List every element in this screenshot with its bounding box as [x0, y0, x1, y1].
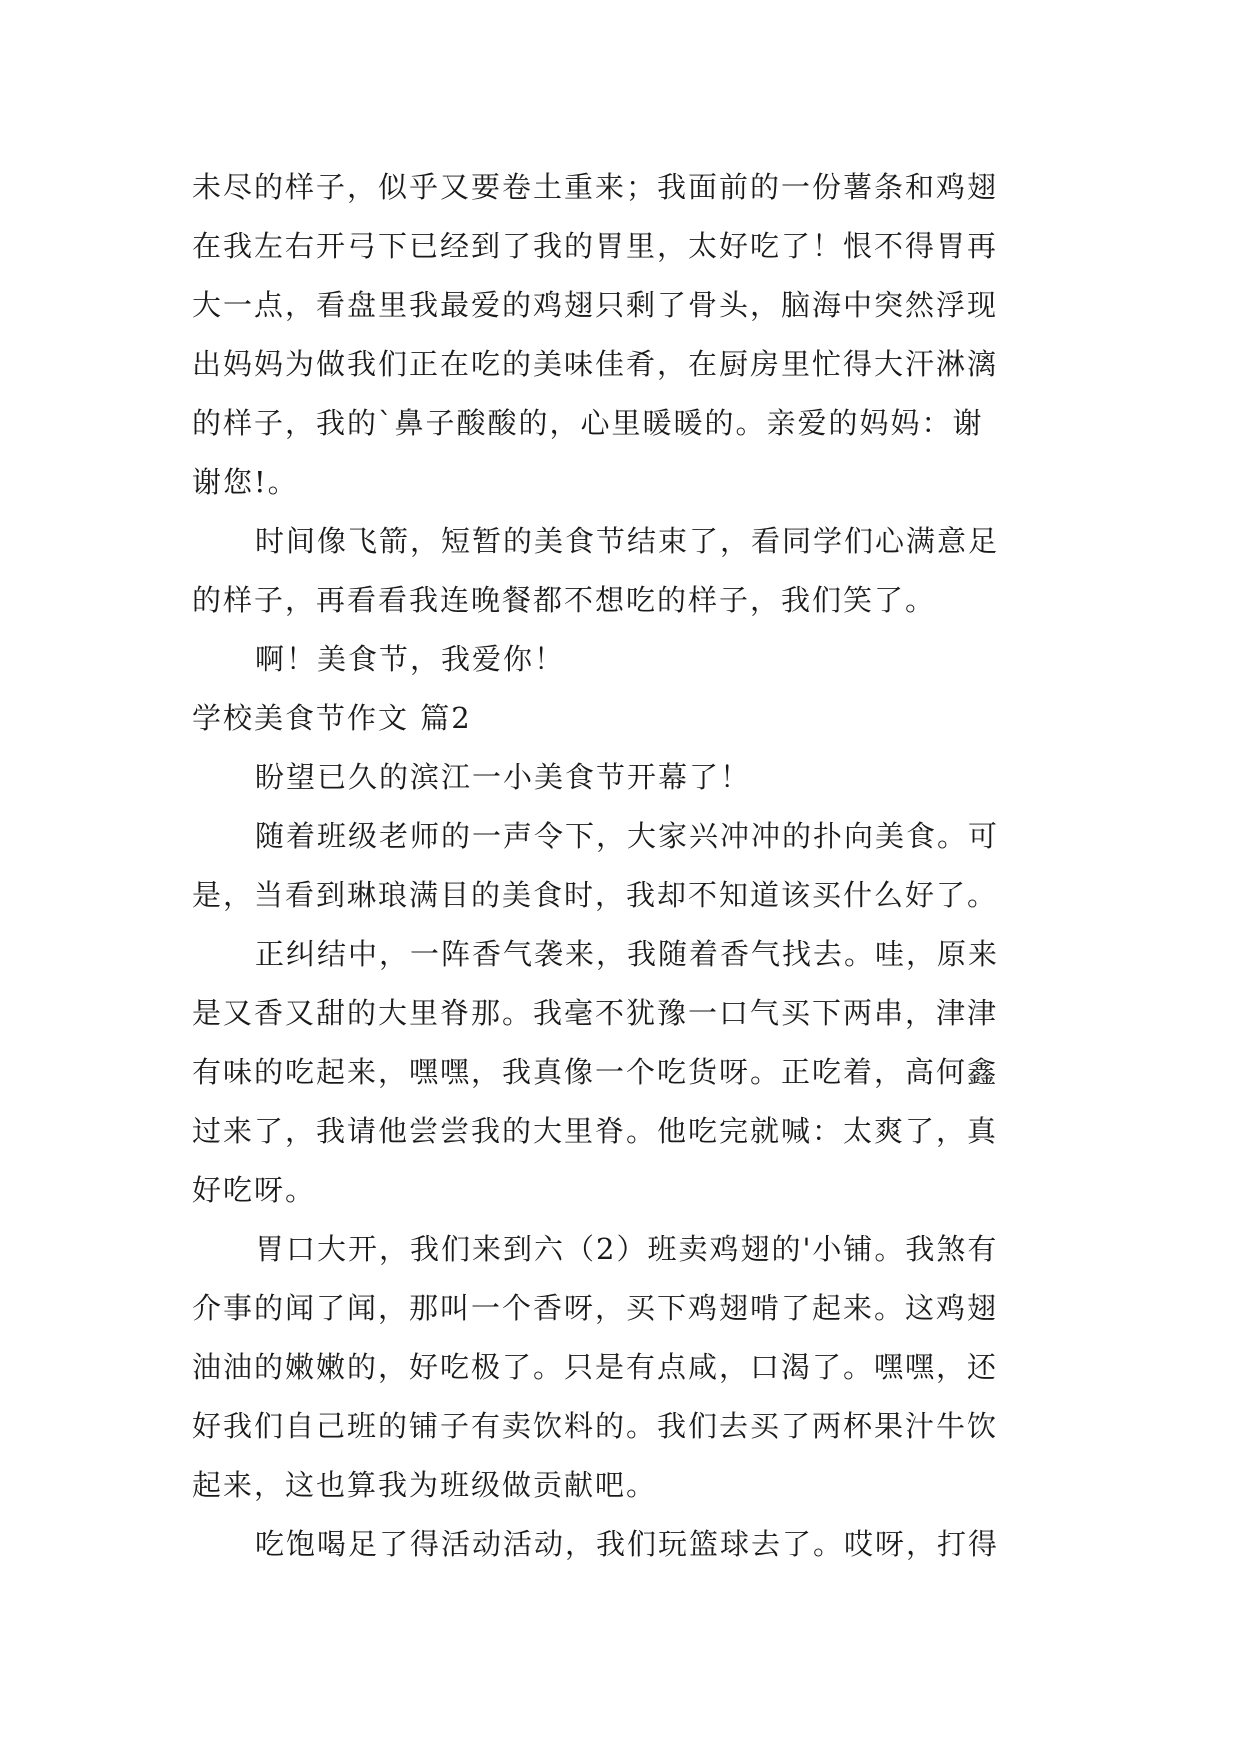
text-line: 是，当看到琳琅满目的美食时，我却不知道该买什么好了。 [192, 878, 999, 912]
text-line: 的样子，我的`鼻子酸酸的，心里暖暖的。亲爱的妈妈：谢 [192, 406, 984, 440]
text-line: 时间像飞箭，短暂的美食节结束了，看同学们心满意足 [255, 524, 1000, 558]
text-line: 有味的吃起来，嘿嘿，我真像一个吃货呀。正吃着，高何鑫 [192, 1055, 999, 1089]
paragraph [192, 807, 1072, 925]
document-page [192, 158, 1072, 1574]
paragraph [192, 748, 1072, 807]
text-line: 吃饱喝足了得活动活动，我们玩篮球去了。哎呀，打得 [255, 1527, 1000, 1561]
text-line: 是又香又甜的大里脊那。我毫不犹豫一口气买下两串，津津 [192, 996, 999, 1030]
text-line: 好我们自己班的铺子有卖饮料的。我们去买了两杯果汁牛饮 [192, 1409, 999, 1443]
paragraph [192, 925, 1072, 1220]
text-line: 盼望已久的滨江一小美食节开幕了！ [255, 760, 752, 794]
text-line: 过来了，我请他尝尝我的大里脊。他吃完就喊：太爽了，真 [192, 1114, 999, 1148]
text-line: 出妈妈为做我们正在吃的美味佳肴，在厨房里忙得大汗淋漓 [192, 347, 999, 381]
text-line: 正纠结中，一阵香气袭来，我随着香气找去。哇，原来 [255, 937, 1000, 971]
text-line: 油油的嫩嫩的，好吃极了。只是有点咸，口渴了。嘿嘿，还 [192, 1350, 999, 1384]
section-heading: 学校美食节作文 篇2 [192, 701, 472, 735]
text-line: 胃口大开，我们来到六（2）班卖鸡翅的'小铺。我煞有 [255, 1232, 999, 1266]
text-line: 谢您!。 [192, 465, 299, 499]
text-line: 随着班级老师的一声令下，大家兴冲冲的扑向美食。可 [255, 819, 1000, 853]
paragraph [192, 512, 1072, 630]
text-line: 啊！美食节，我爱你！ [255, 642, 566, 676]
paragraph [192, 1515, 1072, 1574]
paragraph [192, 1220, 1072, 1515]
text-line: 大一点，看盘里我最爱的鸡翅只剩了骨头，脑海中突然浮现 [192, 288, 999, 322]
text-line: 起来，这也算我为班级做贡献吧。 [192, 1468, 658, 1502]
text-line: 未尽的样子，似乎又要卷土重来；我面前的一份薯条和鸡翅 [192, 170, 999, 204]
paragraph [192, 630, 1072, 689]
text-line: 好吃呀。 [192, 1173, 317, 1207]
text-line: 的样子，再看看我连晚餐都不想吃的样子，我们笑了。 [192, 583, 937, 617]
text-line: 介事的闻了闻，那叫一个香呀，买下鸡翅啃了起来。这鸡翅 [192, 1291, 999, 1325]
text-line: 在我左右开弓下已经到了我的胃里，太好吃了！恨不得胃再 [192, 229, 999, 263]
paragraph [192, 158, 1072, 512]
